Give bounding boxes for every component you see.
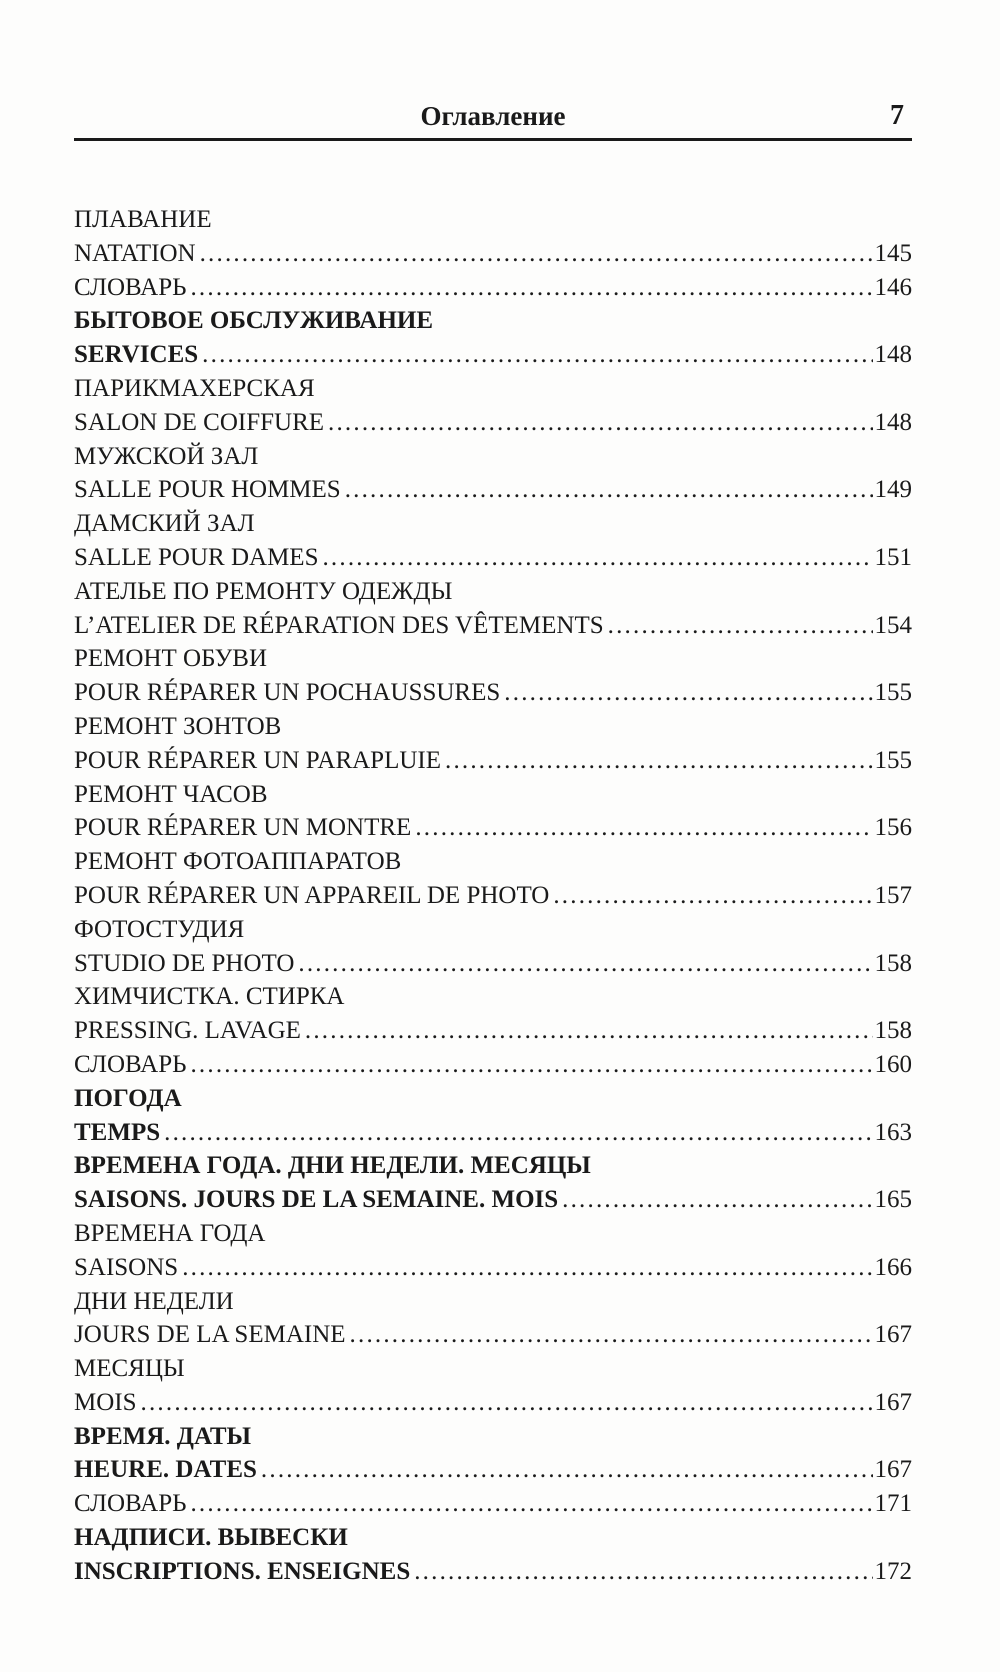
toc-dot-leader [190, 1487, 872, 1521]
toc-dot-leader [608, 609, 873, 643]
toc-page-number: 155 [874, 746, 912, 774]
toc-subsection-title-ru: ПАРИКМАХЕРСКАЯ [74, 374, 315, 402]
toc-entry-label-fr: POUR RÉPARER UN POCHAUSSURES [74, 679, 501, 707]
toc-page-number: 160 [874, 1050, 912, 1078]
toc-page-number: 163 [874, 1118, 912, 1146]
toc-subsection-title-ru: ПЛАВАНИЕ [74, 206, 212, 233]
toc-entry-label-fr: INSCRIPTIONS. ENSEIGNES [74, 1557, 411, 1585]
toc-subsection-title-ru: МЕСЯЦЫ [74, 1355, 185, 1383]
toc-page-number: 156 [874, 814, 912, 842]
toc-entry [74, 1183, 912, 1217]
toc-entry [74, 879, 912, 913]
toc-entry-label-fr: NATATION [74, 239, 196, 267]
toc-subsection-title-ru: РЕМОНТ ЗОНТОВ [74, 712, 282, 740]
toc-entry [74, 271, 912, 305]
toc-page-number: 154 [874, 611, 912, 639]
toc-entry [74, 1453, 912, 1487]
toc-page-number: 146 [874, 273, 912, 301]
toc-dot-leader [200, 237, 873, 271]
toc-entry-label: СЛОВАРЬ [74, 1490, 187, 1518]
page-number: 7 [890, 100, 904, 131]
toc-dot-leader [445, 744, 873, 778]
toc-dot-leader [298, 947, 872, 981]
toc-subsection-title-ru: ФОТОСТУДИЯ [74, 915, 245, 943]
toc-subsection-title-ru: АТЕЛЬЕ ПО РЕМОНТУ ОДЕЖДЫ [74, 577, 453, 605]
toc-entry [74, 947, 912, 981]
toc-entry [74, 1318, 912, 1352]
toc-entry [74, 1555, 912, 1589]
toc-dot-leader [141, 1386, 873, 1420]
toc-page-number: 172 [874, 1557, 912, 1585]
toc-dot-leader [202, 338, 872, 372]
toc-dot-leader [322, 541, 872, 575]
toc-dot-leader [415, 811, 872, 845]
toc-page-number: 151 [874, 543, 912, 571]
toc-entry [74, 1386, 912, 1420]
toc-entry [74, 541, 912, 575]
toc-page-number: 167 [874, 1388, 912, 1416]
toc-entry-label-fr: HEURE. DATES [74, 1456, 257, 1484]
running-title: Оглавление [420, 101, 566, 131]
toc-entry-label: СЛОВАРЬ [74, 1050, 187, 1078]
toc-entry-label-fr: POUR RÉPARER UN PARAPLUIE [74, 746, 441, 774]
toc-subsection-title-ru: РЕМОНТ ФОТОАППАРАТОВ [74, 848, 402, 876]
toc-page-number: 149 [874, 476, 912, 504]
toc-page-number: 166 [874, 1253, 912, 1281]
toc-entry [74, 1014, 912, 1048]
toc-entry-label-fr: SAISONS. JOURS DE LA SEMAINE. MOIS [74, 1186, 559, 1214]
toc-entry-label-fr: TEMPS [74, 1118, 161, 1146]
toc-dot-leader [414, 1555, 872, 1589]
toc-page-number: 171 [874, 1490, 912, 1518]
toc-entry [74, 1116, 912, 1150]
toc-entry-label-fr: SERVICES [74, 341, 199, 369]
toc-page-number: 158 [874, 949, 912, 977]
toc-page-number: 155 [874, 679, 912, 707]
toc-entry-label: СЛОВАРЬ [74, 273, 187, 301]
toc-dot-leader [562, 1183, 872, 1217]
toc-page-number: 158 [874, 1017, 912, 1045]
toc-entry-label-fr: STUDIO DE PHOTO [74, 949, 295, 977]
toc-page-number: 167 [874, 1321, 912, 1349]
toc-dot-leader [261, 1453, 873, 1487]
toc-dot-leader [553, 879, 872, 913]
toc-entry [74, 609, 912, 643]
toc-entry [74, 744, 912, 778]
toc-dot-leader [504, 676, 872, 710]
toc-entry-label-fr: PRESSING. LAVAGE [74, 1017, 301, 1045]
toc-entry-label-fr: JOURS DE LA SEMAINE [74, 1321, 346, 1349]
toc-section-title-ru: НАДПИСИ. ВЫВЕСКИ [74, 1524, 348, 1552]
toc-page-number: 157 [874, 881, 912, 909]
toc-entry [74, 811, 912, 845]
toc-entry [74, 1048, 912, 1082]
toc-entry-label-fr: SALLE POUR HOMMES [74, 476, 341, 504]
toc-entry-label-fr: SALLE POUR DAMES [74, 543, 319, 571]
toc-entry-label-fr: MOIS [74, 1388, 137, 1416]
toc-entry-label-fr: SALON DE COIFFURE [74, 408, 325, 436]
toc-dot-leader [190, 271, 872, 305]
toc-page-number: 145 [874, 239, 912, 267]
toc-entry [74, 1487, 912, 1521]
toc-subsection-title-ru: ХИМЧИСТКА. СТИРКА [74, 983, 345, 1011]
toc-subsection-title-ru: ДНИ НЕДЕЛИ [74, 1287, 234, 1315]
toc-subsection-title-ru: МУЖСКОЙ ЗАЛ [74, 442, 259, 470]
running-head [74, 96, 912, 136]
toc-entry-label-fr: POUR RÉPARER UN MONTRE [74, 814, 412, 842]
toc-page-number: 148 [874, 408, 912, 436]
toc-subsection-title-ru: РЕМОНТ ЧАСОВ [74, 780, 268, 808]
toc-subsection-title-ru: РЕМОНТ ОБУВИ [74, 645, 267, 673]
toc-dot-leader [190, 1048, 872, 1082]
toc-entry [74, 338, 912, 372]
toc-entry [74, 676, 912, 710]
toc-entry-label-fr: SAISONS [74, 1253, 179, 1281]
toc-section-title-ru: БЫТОВОЕ ОБСЛУЖИВАНИЕ [74, 307, 434, 335]
toc-page-number: 148 [874, 341, 912, 369]
toc-entry [74, 237, 912, 271]
toc-page-number: 165 [874, 1186, 912, 1214]
toc-dot-leader [345, 473, 873, 507]
toc-subsection-title-ru: ДАМСКИЙ ЗАЛ [74, 510, 255, 538]
toc-dot-leader [182, 1251, 872, 1285]
toc-subsection-title-ru: ВРЕМЕНА ГОДА [74, 1219, 266, 1247]
toc-entry-label-fr: POUR RÉPARER UN APPAREIL DE PHOTO [74, 881, 550, 909]
toc-dot-leader [164, 1116, 872, 1150]
toc-dot-leader [350, 1318, 873, 1352]
header-rule [74, 138, 912, 141]
toc-section-title-ru: ВРЕМЕНА ГОДА. ДНИ НЕДЕЛИ. МЕСЯЦЫ [74, 1152, 591, 1180]
table-of-contents [74, 203, 912, 1589]
toc-entry [74, 1251, 912, 1285]
toc-entry [74, 473, 912, 507]
toc-page-number: 167 [874, 1456, 912, 1484]
toc-section-title-ru: ВРЕМЯ. ДАТЫ [74, 1422, 252, 1450]
toc-entry [74, 406, 912, 440]
toc-entry-label-fr: L’ATELIER DE RÉPARATION DES VÊTEMENTS [74, 611, 604, 639]
toc-dot-leader [305, 1014, 873, 1048]
toc-dot-leader [328, 406, 872, 440]
toc-section-title-ru: ПОГОДА [74, 1084, 182, 1112]
